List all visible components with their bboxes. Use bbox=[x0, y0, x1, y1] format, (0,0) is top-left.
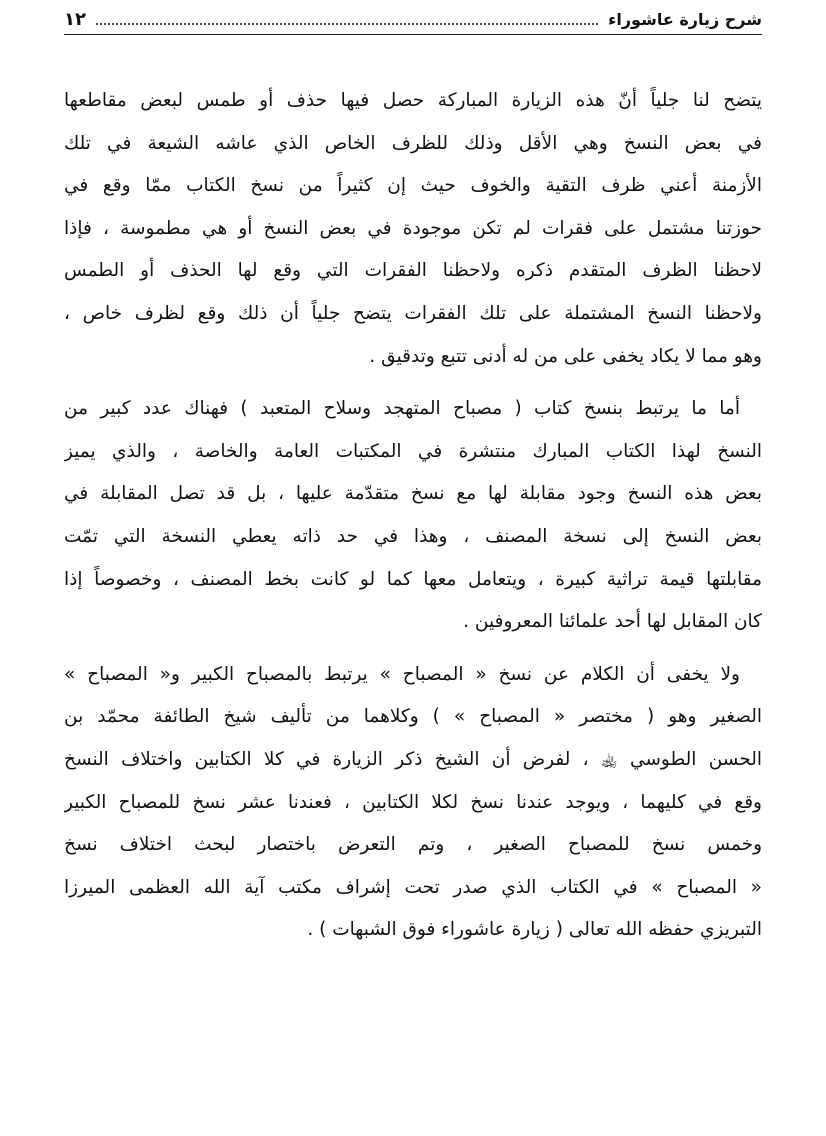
running-title: شرح زيارة عاشوراء bbox=[608, 9, 762, 29]
page-number: ١٢ bbox=[64, 8, 86, 30]
text-line: أما ما يرتبط بنسخ كتاب ( مصباح المتهجد وسلاح المتعبد ) فهناك عدد كبير من bbox=[64, 398, 740, 420]
text-line: لاحظنا الظرف المتقدم ذكره ولاحظنا الفقرات التي وقع لها الحذف أو الطمس bbox=[64, 260, 762, 282]
paragraph-3 bbox=[64, 654, 762, 952]
paragraph-2 bbox=[64, 388, 762, 644]
text-line: حوزتنا مشتمل على فقرات لم تكن موجودة في بعض النسخ أو هي مطموسة ، فإذا bbox=[64, 217, 762, 239]
text-line: « المصباح » في الكتاب الذي صدر تحت إشراف مكتب آية الله العظمى الميرزا bbox=[64, 876, 762, 898]
text-line: مقابلتها قيمة تراثية كبيرة ، ويتعامل معها كما لو كانت بخط المصنف ، وخصوصاً إذا bbox=[64, 568, 762, 590]
text-line: ولا يخفى أن الكلام عن نسخ « المصباح » يرتبط بالمصباح الكبير و« المصباح » bbox=[64, 663, 740, 685]
text-line: وخمس نسخ للمصباح الصغير ، وتم التعرض باختصار لبحث اختلاف نسخ bbox=[64, 834, 762, 856]
text-line: وقع في كليهما ، ويوجد عندنا نسخ لكلا الكتابين ، فعندنا عشر نسخ للمصباح الكبير bbox=[64, 791, 762, 813]
text-line: في بعض النسخ وهي الأقل وذلك للظرف الخاص الذي عاشه الشيعة في تلك bbox=[64, 132, 762, 154]
text-line: الأزمنة أعني ظرف التقية والخوف حيث إن كثيراً من نسخ الكتاب ممّا وقع في bbox=[64, 175, 762, 197]
leader-dots bbox=[96, 13, 598, 25]
text-line: النسخ لهذا الكتاب المبارك منتشرة في المكتبات العامة والخاصة ، والذي يميز bbox=[64, 440, 762, 462]
text-line: يتضح لنا جلياً أنّ هذه الزيارة المباركة حصل فيها حذف أو طمس لبعض مقاطعها bbox=[64, 90, 762, 111]
text-line: التبريزي حفظه الله تعالى ( زيارة عاشوراء فوق الشبهات ) . bbox=[307, 919, 762, 941]
text-line: ولاحظنا النسخ المشتملة على تلك الفقرات يتضح جلياً أن ذلك وقع لظرف خاص ، bbox=[64, 302, 762, 324]
text-line: بعض النسخ إلى نسخة المصنف ، وهذا في حد ذاته يعطي النسخة التي تمّت bbox=[64, 525, 762, 547]
page-header bbox=[64, 4, 762, 35]
text-line: وهو مما لا يكاد يخفى على من له أدنى تتبع وتدقيق . bbox=[369, 345, 762, 367]
text-line: بعض هذه النسخ وجود مقابلة لها مع نسخ متقدّمة عليها ، بل قد تصل المقابلة في bbox=[64, 483, 762, 505]
text-line: الحسن الطوسي ﵀ ، لفرض أن الشيخ ذكر الزيارة في كلا الكتابين واختلاف النسخ bbox=[64, 748, 762, 770]
page-body bbox=[64, 80, 762, 962]
text-line: كان المقابل لها أحد علمائنا المعروفين . bbox=[463, 611, 762, 633]
paragraph-1 bbox=[64, 80, 762, 378]
text-line: الصغير وهو ( مختصر « المصباح » ) وكلاهما من تأليف شيخ الطائفة محمّد بن bbox=[64, 706, 762, 728]
